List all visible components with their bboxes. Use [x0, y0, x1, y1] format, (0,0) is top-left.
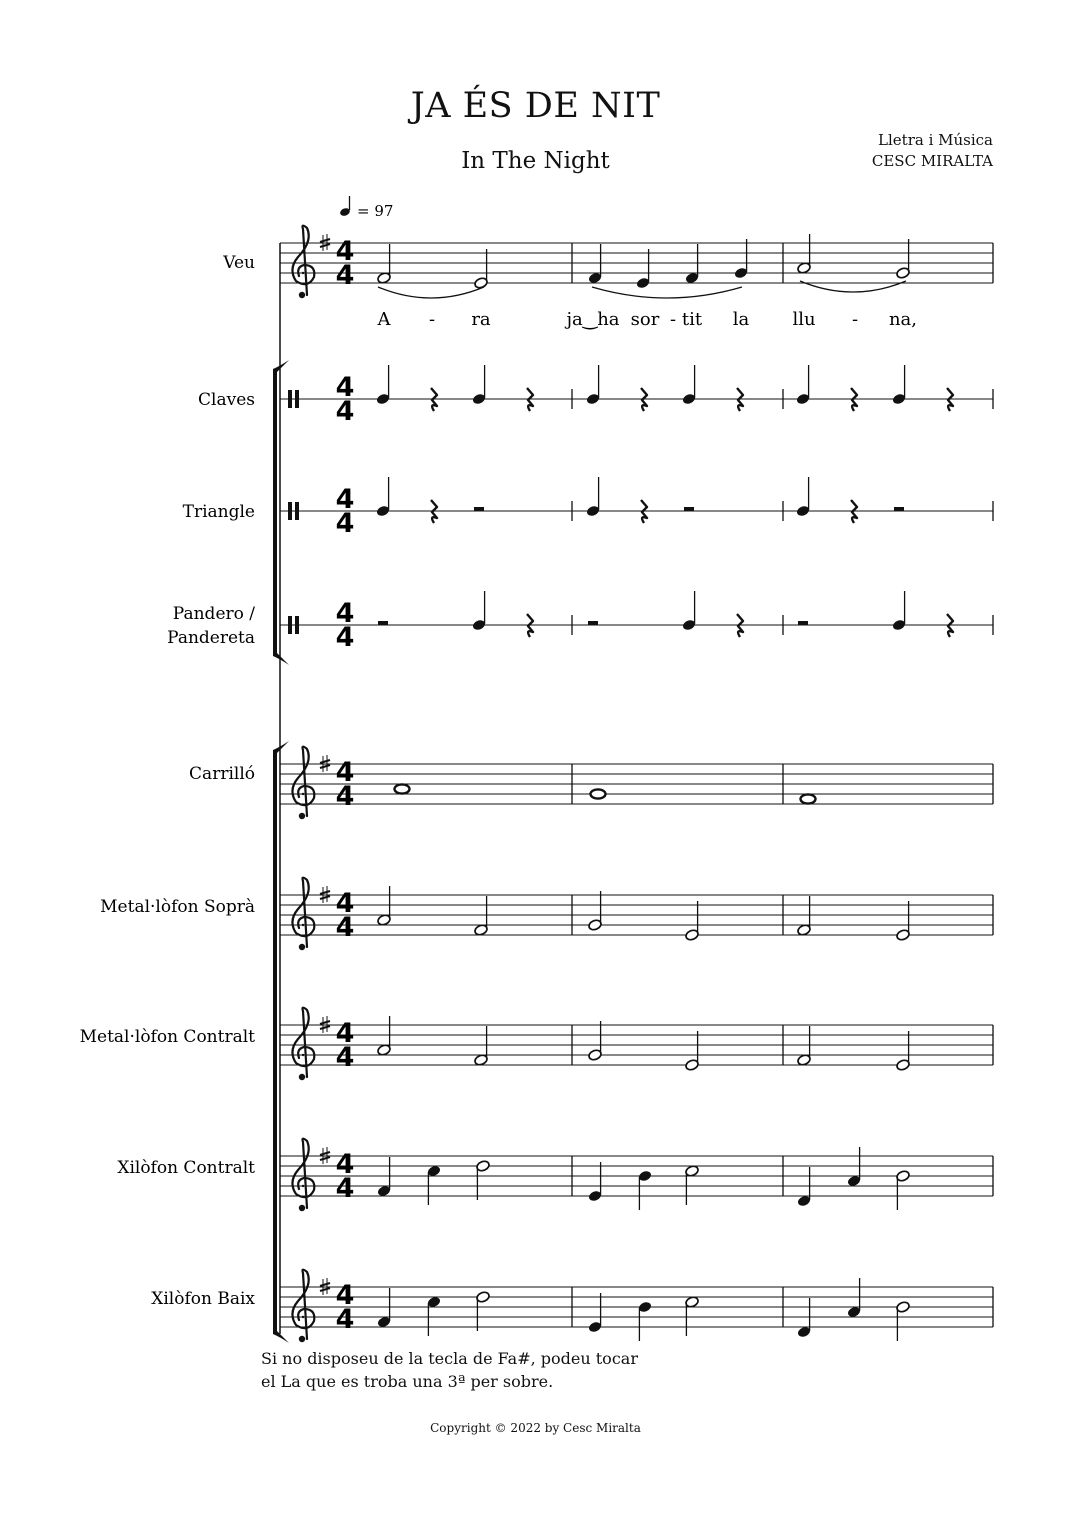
percussion-clef — [288, 616, 292, 634]
pitched-bracket — [273, 741, 289, 1343]
time-signature-bottom: 4 — [335, 912, 355, 943]
whole-note — [801, 794, 816, 803]
sharp-stroke — [320, 1152, 330, 1155]
time-signature-top: 4 — [335, 1149, 355, 1180]
label-metallofon-contralt: Metal·lòfon Contralt — [79, 1027, 255, 1047]
time-signature-bottom: 4 — [335, 781, 355, 812]
time-signature-bottom: 4 — [335, 622, 355, 653]
label-xilofon-baix: Xilòfon Baix — [151, 1289, 255, 1309]
lyric-syllable: na, — [888, 309, 918, 330]
staff-metallofon-contralt — [280, 1008, 993, 1080]
time-signature-bottom: 4 — [335, 260, 355, 291]
staff-xilofon-contralt — [280, 1139, 993, 1211]
time-signature-top: 4 — [335, 757, 355, 788]
treble-clef-center — [302, 1316, 304, 1318]
slur — [378, 287, 484, 298]
whole-note — [591, 789, 606, 798]
lyric-syllable: ja‿ha — [566, 309, 620, 330]
time-signature-top: 4 — [335, 372, 355, 403]
sharp-stroke — [320, 896, 330, 899]
lyrics — [377, 309, 918, 330]
sharp-stroke — [320, 891, 330, 894]
lyric-syllable: - — [851, 309, 859, 330]
sharp-stroke — [320, 1021, 330, 1024]
lyric-syllable: ra — [471, 309, 491, 330]
treble-clef-center — [302, 793, 304, 795]
sharp-stroke — [320, 760, 330, 763]
staff-carrillo — [280, 747, 993, 819]
tempo-value: = 97 — [357, 202, 394, 220]
staff-xilofon-baix — [280, 1270, 993, 1342]
time-signature-top: 4 — [335, 484, 355, 515]
treble-clef — [292, 226, 314, 295]
half-rest — [474, 507, 484, 512]
sharp-stroke — [320, 1157, 330, 1160]
percussion-clef — [295, 390, 299, 408]
label-xilofon-contralt: Xilòfon Contralt — [117, 1158, 255, 1178]
label-pandereta: Pandereta — [167, 628, 255, 648]
lyric-syllable: la — [732, 309, 750, 330]
treble-clef-center — [302, 272, 304, 274]
lyric-syllable: tit — [681, 309, 703, 330]
lyric-syllable: sor — [630, 309, 660, 330]
footnote-line2: el La que es troba una 3ª per sobre. — [261, 1372, 554, 1391]
treble-clef-center — [302, 1054, 304, 1056]
copyright-notice: Copyright © 2022 by Cesc Miralta — [430, 1421, 641, 1435]
slur — [592, 287, 742, 298]
time-signature-top: 4 — [335, 1018, 355, 1049]
time-signature-top: 4 — [335, 888, 355, 919]
half-rest — [798, 621, 808, 626]
composer-credit-line2: CESC MIRALTA — [871, 152, 993, 170]
treble-clef-tail — [299, 944, 305, 950]
staves — [280, 226, 993, 1342]
treble-clef-tail — [299, 1336, 305, 1342]
time-signature-top: 4 — [335, 598, 355, 629]
sharp-stroke — [320, 1288, 330, 1291]
half-rest — [378, 621, 388, 626]
treble-clef-tail — [299, 1074, 305, 1080]
percussion-clef — [288, 390, 292, 408]
score-title: JA ÉS DE NIT — [410, 86, 661, 126]
time-signature-bottom: 4 — [335, 1173, 355, 1204]
label-carrillo: Carrilló — [189, 764, 255, 784]
tempo-marking — [339, 196, 393, 220]
treble-clef-center — [302, 924, 304, 926]
footnote-line1: Si no disposeu de la tecla de Fa#, podeu tocar — [261, 1349, 638, 1368]
treble-clef-center — [302, 1185, 304, 1187]
label-triangle: Triangle — [182, 502, 255, 522]
half-rest — [684, 507, 694, 512]
half-rest — [894, 507, 904, 512]
time-signature-bottom: 4 — [335, 1042, 355, 1073]
staff-pandero — [280, 591, 993, 653]
sharp-stroke — [320, 765, 330, 768]
staff-veu — [280, 226, 993, 298]
treble-clef-tail — [299, 1205, 305, 1211]
label-veu: Veu — [223, 253, 255, 273]
label-claves: Claves — [198, 390, 255, 410]
composer-credit-line1: Lletra i Música — [878, 131, 993, 149]
percussion-clef — [295, 502, 299, 520]
score-subtitle: In The Night — [461, 148, 610, 174]
percussion-clef — [288, 502, 292, 520]
staff-triangle — [280, 477, 993, 539]
treble-clef-tail — [299, 292, 305, 298]
time-signature-bottom: 4 — [335, 1304, 355, 1335]
lyric-syllable: llu — [792, 309, 816, 330]
label-pandero: Pandero / — [172, 604, 255, 624]
lyric-syllable: A — [377, 309, 391, 330]
time-signature-bottom: 4 — [335, 508, 355, 539]
whole-note — [395, 784, 410, 793]
lyric-syllable: - — [428, 309, 436, 330]
treble-clef-tail — [299, 813, 305, 819]
sharp-stroke — [320, 1026, 330, 1029]
sharp-stroke — [320, 244, 330, 247]
treble-clef — [292, 878, 314, 947]
time-signature-top: 4 — [335, 236, 355, 267]
sharp-stroke — [320, 239, 330, 242]
performance-footnote — [261, 1347, 638, 1393]
sharp-stroke — [320, 1283, 330, 1286]
lyric-syllable: - — [669, 309, 677, 330]
time-signature-top: 4 — [335, 1280, 355, 1311]
treble-clef — [292, 1139, 314, 1208]
staff-claves — [280, 365, 993, 427]
percussion-clef — [295, 616, 299, 634]
treble-clef — [292, 1270, 314, 1339]
label-metallofon-sopra: Metal·lòfon Soprà — [100, 897, 255, 917]
percussion-bracket — [273, 360, 289, 665]
treble-clef — [292, 1008, 314, 1077]
time-signature-bottom: 4 — [335, 396, 355, 427]
treble-clef — [292, 747, 314, 816]
half-rest — [588, 621, 598, 626]
staff-metallofon-sopra — [280, 878, 993, 950]
